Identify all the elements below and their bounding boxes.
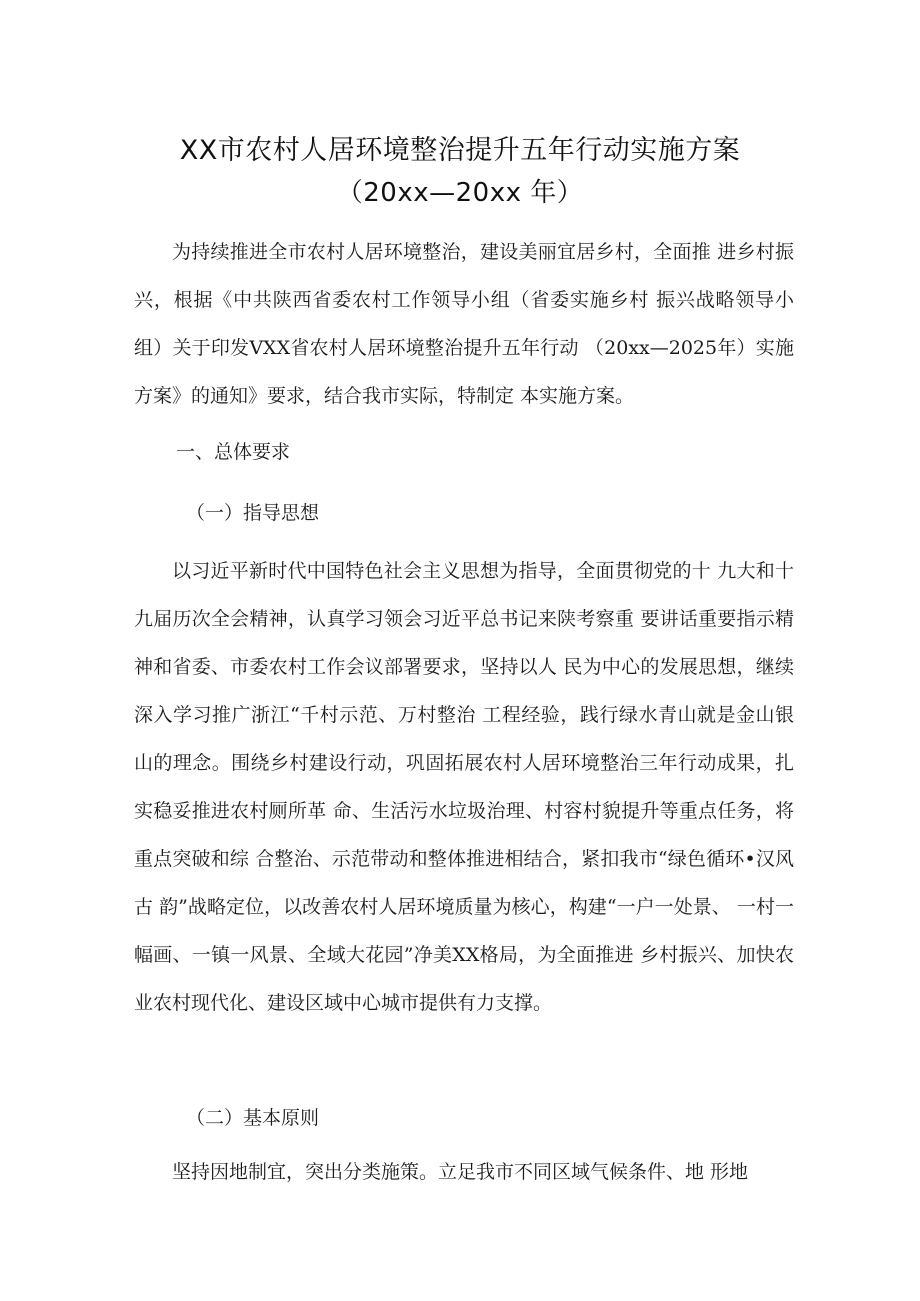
guiding-ideology-paragraph: 以习近平新时代中国特色社会主义思想为指导，全面贯彻党的十 九大和十九届历次全会精神，认真学习领会习近平总书记来陕考察重 要讲话重要指示精神和省委、市委农村工作会议部署要求，坚持以人 民为中心的发展思想，继续深入学习推广浙江“千村示范、万村整治 工程经验，践行绿水青山就是金山银山的理念。围绕乡村建设行动，巩固拓展农村人居环境整治三年行动成果，扎实稳妥推进农村厕所革 命、生活污水垃圾治理、村容村貌提升等重点任务，将重点突破和综 合整治、示范带动和整体推进相结合，紧扣我市“绿色循环•汉风古 韵”战略定位，以改善农村人居环境质量为核心，构建“一户一处景、 一村一幅画、一镇一风景、全域大花园”净美XX格局，为全面推进 乡村振兴、加快农业农村现代化、建设区域中心城市提供有力支撑。 xyxy=(134,560,794,1014)
basic-principles-paragraph: 坚持因地制宜，突出分类施策。立足我市不同区域气候条件、地 形地 xyxy=(172,1161,749,1183)
section-heading-general-requirements: 一、总体要求 xyxy=(176,441,291,463)
intro-paragraph: 为持续推进全市农村人居环境整治，建设美丽宜居乡村，全面推 进乡村振兴，根据《中共陕西省委农村工作领导小组（省委实施乡村 振兴战略领导小组）关于印发VXX省农村人居环境整治提升五年行动 （20xx—2025年）实施方案》的通知》要求，结合我市实际，特制定 本实施方案。 xyxy=(134,241,794,407)
document-subtitle: （20xx—20xx 年） xyxy=(336,178,584,208)
subsection-heading-guiding-ideology: （一）指导思想 xyxy=(186,502,320,524)
subsection-heading-basic-principles: （二）基本原则 xyxy=(186,1107,320,1129)
document-title: XX市农村人居环境整治提升五年行动实施方案 xyxy=(179,135,741,166)
